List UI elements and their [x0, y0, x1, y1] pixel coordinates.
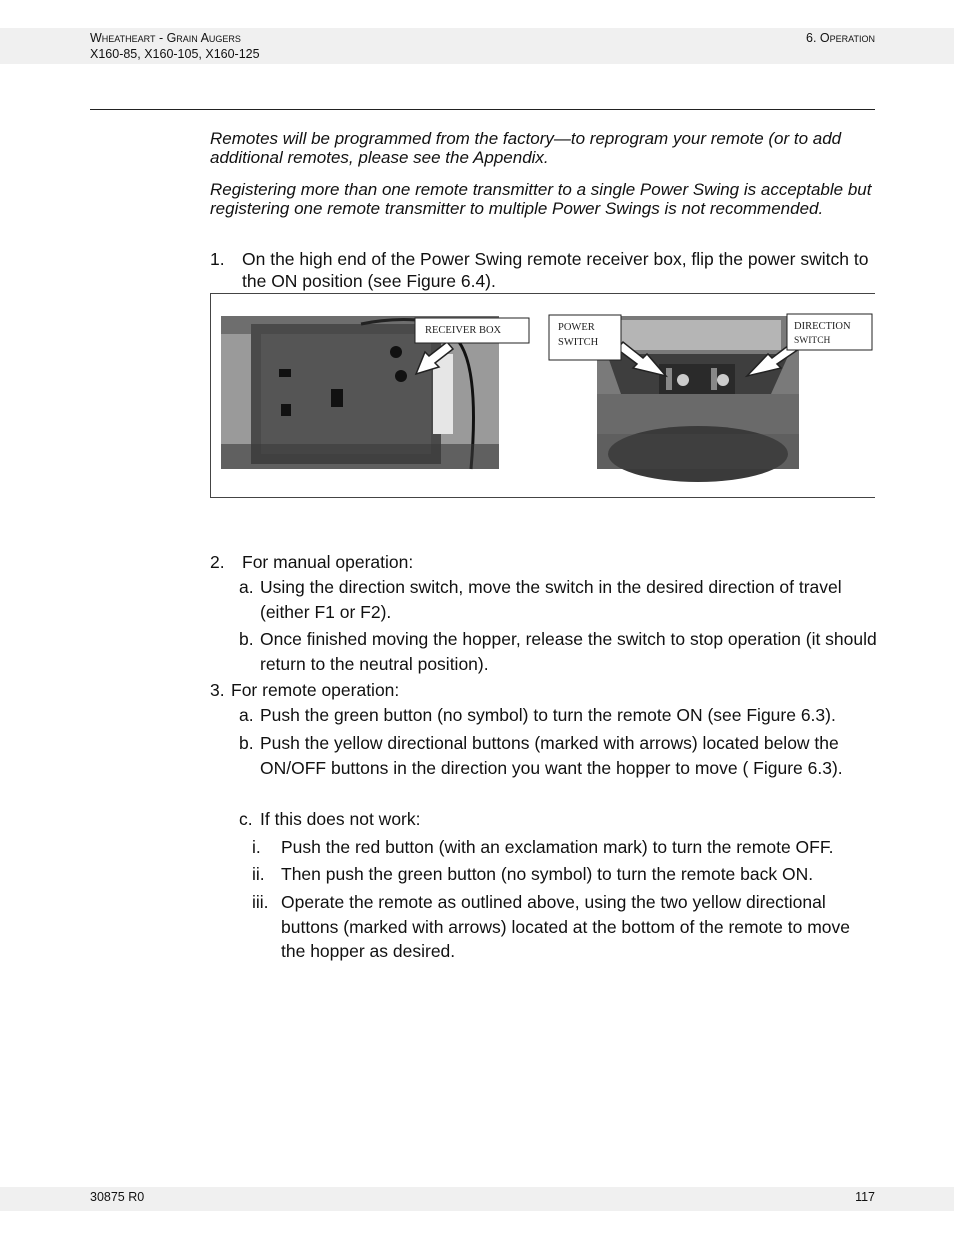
power-switch-callout: [549, 315, 621, 360]
step-2b: [239, 627, 879, 676]
header-left: [90, 30, 260, 62]
step-3a: [239, 703, 879, 728]
footer-page-number: 117: [855, 1190, 875, 1204]
header-rule: [90, 109, 875, 110]
figure-photos: [211, 294, 876, 499]
step-3c-i-numeral: i.: [252, 837, 261, 857]
step-1: [210, 248, 875, 292]
step-3c: [239, 807, 879, 832]
step-3c-iii: [252, 890, 877, 964]
receiver-box-label: RECEIVER BOX: [425, 325, 502, 336]
footer-doc-number: 30875 R0: [90, 1190, 145, 1204]
step-2a: [239, 575, 879, 624]
receiver-box-callout: [415, 318, 529, 343]
step-3a-text: Push the green button (no symbol) to turn the remote ON (see Figure 6.3).: [260, 705, 836, 725]
step-3b-text: Push the yellow directional buttons (marked with arrows) located below the ON/OFF buttons in the direction you want the hopper to move ( Figure 6.3).: [260, 733, 843, 778]
step-2a-text: Using the direction switch, move the switch in the desired direction of travel (either F1 or F2).: [260, 577, 842, 622]
step-3c-iii-text: Operate the remote as outlined above, using the two yellow directional buttons (marked with arrows) located at the bottom of the remote to move the hopper as desired.: [281, 892, 851, 961]
step-1-number: 1.: [210, 249, 225, 269]
step-3-number: 3.: [210, 680, 225, 700]
power-switch-label-line1: POWER: [558, 322, 595, 333]
step-3c-ii: [252, 862, 877, 887]
switch-panel-photo: [597, 316, 799, 482]
power-switch-label-line2: SWITCH: [558, 337, 599, 348]
step-2: [210, 550, 875, 575]
step-2-text: For manual operation:: [242, 552, 414, 572]
direction-switch-label-line1: DIRECTION: [794, 321, 851, 332]
header-brand: Wheatheart - Grain Augers: [90, 31, 241, 45]
step-3b-letter: b.: [239, 733, 254, 753]
direction-switch-label-line2: SWITCH: [794, 336, 831, 346]
step-2a-letter: a.: [239, 577, 254, 597]
step-3: [210, 678, 875, 703]
step-3c-letter: c.: [239, 809, 253, 829]
note-registering: Registering more than one remote transmitter to a single Power Swing is acceptable but registering one remote transmitter to multiple Power Swings is not recommended.: [210, 180, 872, 218]
step-3a-letter: a.: [239, 705, 254, 725]
step-3-text: For remote operation:: [231, 680, 400, 700]
step-2b-text: Once finished moving the hopper, release the switch to stop operation (it should return to the neutral position).: [260, 629, 877, 674]
step-1-text: On the high end of the Power Swing remote receiver box, flip the power switch to the ON position (see Figure 6.4).: [242, 249, 869, 291]
figure-6-4: [210, 293, 875, 498]
step-3c-text: If this does not work:: [260, 809, 421, 829]
step-3b: [239, 731, 879, 780]
step-3c-ii-numeral: ii.: [252, 864, 265, 884]
step-3c-ii-text: Then push the green button (no symbol) to turn the remote back ON.: [281, 864, 814, 884]
step-3c-i: [252, 835, 877, 860]
step-3c-i-text: Push the red button (with an exclamation mark) to turn the remote OFF.: [281, 837, 834, 857]
step-3c-iii-numeral: iii.: [252, 892, 269, 912]
step-2b-letter: b.: [239, 629, 254, 649]
header-section: 6. Operation: [806, 31, 875, 45]
header-models: X160-85, X160-105, X160-125: [90, 47, 260, 61]
direction-switch-callout: [787, 314, 872, 350]
step-2-number: 2.: [210, 552, 225, 572]
note-programming: Remotes will be programmed from the factory—to reprogram your remote (or to add additional remotes, please see the Appendix.: [210, 129, 842, 167]
